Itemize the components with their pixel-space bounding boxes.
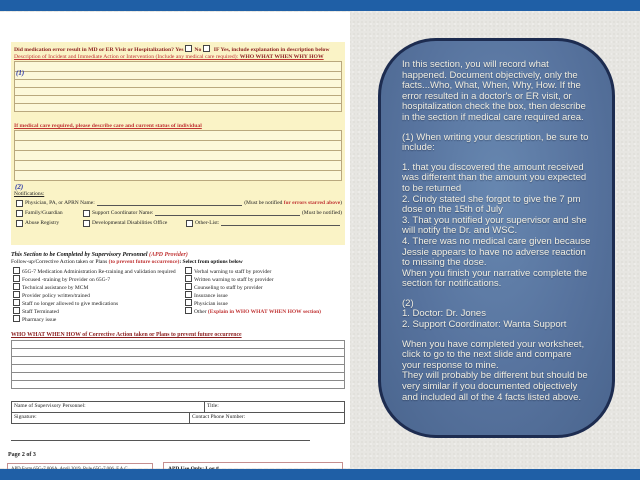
option-label: Verbal warning to staff by provider [194,269,272,275]
no-label: No [194,47,202,53]
physician-name-blank[interactable] [97,205,242,206]
physician-note-red: for errors starred above [283,200,341,206]
instruction-panel [378,38,615,438]
page-number-label: Page 2 of 3 [8,452,36,458]
item1-label: (1) [16,69,25,77]
option-label: 65G-7 Medication Administration Re-training and validation required [22,269,176,275]
option-checkbox-icon[interactable] [13,299,20,306]
physician-checkbox-icon[interactable] [16,200,23,207]
option-label: Insurance issue [194,293,228,299]
description-lines [14,61,342,112]
medical-line[interactable] [14,170,342,181]
supervisory-section [11,252,345,424]
top-border-bar [0,0,640,11]
medical-care-header: If medical care required, please describe care and current status of individual [14,123,202,129]
option-label: Physician issue [194,301,228,307]
option-other-red-note: (Explain in WHO WHAT WHEN HOW section) [207,309,321,315]
option-label: Other [194,309,207,315]
other-checkbox-icon[interactable] [186,220,193,227]
option-label: Staff Terminated [22,309,59,315]
title-cell[interactable]: Title: [207,403,219,409]
bottom-border-bar [0,469,640,480]
option-checkbox-icon[interactable] [13,307,20,314]
who-what-when-how-header: WHO WHAT WHEN HOW of Corrective Action taken or Plans to prevent future occurrence [11,332,242,338]
option-checkbox-icon[interactable] [13,283,20,290]
instruction-paragraph: 2. Cindy stated she forgot to give the 7 pm dose on the 15th of July [402,193,581,216]
supervisory-title-main: This Section to be Completed by Supervisory Personnel [11,252,148,258]
notifications-heading: Notifications: [14,191,45,197]
abuse-checkbox-icon[interactable] [16,220,23,227]
instruction-paragraph: 1. that you discovered the amount received was different than the amount you expected to be returned [402,161,587,194]
instruction-paragraph: (1) When writing your description, be sure to include: [402,131,589,154]
option-label: Focused -training by Provider on 65G-7 [22,277,111,283]
family-label: Family/Guardian [25,210,63,216]
family-checkbox-icon[interactable] [16,210,23,217]
incident-section [11,42,345,245]
physician-note [244,200,342,207]
supervisory-title-red: (APD Provider) [149,252,188,258]
dd-office-checkbox-icon[interactable] [83,220,90,227]
notification-row-other [14,217,342,227]
other-label: Other-List: [195,220,220,226]
instruction-paragraph: When you finish your narrative complete the section for notifications. [402,267,588,290]
followup-red: (to prevent future occurrence) [108,259,180,265]
option-checkbox-icon[interactable] [185,267,192,274]
followup-line [11,259,345,266]
option-label: Pharmacy issue [22,317,57,323]
medical-care-lines [14,130,342,181]
option-checkbox-icon[interactable] [13,275,20,282]
corrective-action-lines [11,340,345,389]
notification-row-family [14,207,342,217]
coordinator-note: (Must be notified) [301,210,342,216]
instruction-paragraph: They will probably be different but should be very similar if you documented objectively and included all of the 4 facts listed above. [402,370,588,403]
description-line[interactable] [14,103,342,112]
instruction-paragraph: (2) [402,297,414,309]
question-suffix: IF Yes, include explanation in description below [213,47,330,53]
options-right-column [183,267,345,323]
phone-cell[interactable]: Contact Phone Number: [192,414,246,420]
option-label: Staff no longer allowed to give medications [22,301,119,307]
instruction-paragraph: When you have completed your worksheet, click to go to the next slide and compare your response to mine. [402,338,585,371]
yes-checkbox-icon[interactable] [185,45,192,52]
dd-office-label: Developmental Disabilities Office [92,220,168,226]
option-label: Technical assistance by MCM [22,285,89,291]
notification-row-physician [14,197,342,207]
option-checkbox-icon[interactable] [185,275,192,282]
option-checkbox-icon[interactable] [13,267,20,274]
instruction-paragraph: 3. That you notified your supervisor and she will notify the Dr. and WSC. [402,214,587,237]
corrective-options [11,267,345,323]
option-checkbox-icon[interactable] [185,283,192,290]
signature-cell[interactable]: Signature: [12,413,190,423]
option-checkbox-icon[interactable] [13,291,20,298]
no-checkbox-icon[interactable] [203,45,210,52]
option-checkbox-icon[interactable] [185,307,192,314]
item2-label: (2) [15,183,24,191]
instruction-paragraph: 4. There was no medical care given because Jessie appears to have no adverse reaction to missing the dose. [402,235,591,269]
description-header [14,54,342,61]
abuse-label: Abuse Registry [25,220,60,226]
followup-bold: : Select from options below [179,259,243,265]
coordinator-checkbox-icon[interactable] [83,210,90,217]
followup-main: Follow-up/Corrective Action taken or Plans [11,259,108,265]
form-page [0,12,350,468]
instruction-paragraph: 1. Doctor: Dr. Jones [402,308,486,320]
option-label: Written warning to staff by provider [194,277,274,283]
description-header-main: Description of Incident and Immediate Action or Intervention (Include any medical care required): [14,54,239,60]
other-list-blank[interactable] [221,225,340,226]
instruction-paragraph: In this section, you will record what happened. Document objectively, only the facts...Who, What, When, Why, How. If the error resulted in a doctor's or ER visit, or hospitalization check the box, then describe in the section if medical care required area. [402,59,586,123]
corrective-line[interactable] [11,380,345,389]
coordinator-name-blank[interactable] [155,215,300,216]
table-row [12,402,344,412]
option-label: Counseling to staff by provider [194,285,263,291]
instruction-paragraph: 2. Support Coordinator: Wanta Support [402,319,567,331]
physician-note-suffix: ) [340,200,342,206]
table-row [12,412,344,423]
physician-label: Physician, PA, or APRN Name: [25,200,95,206]
description-header-emphasis: WHO WHAT WHEN WHY HOW [239,54,324,60]
footer-divider [11,440,310,441]
coordinator-label: Support Coordinator Name: [92,210,154,216]
option-checkbox-icon[interactable] [185,299,192,306]
options-left-column [11,267,183,323]
hospitalization-question [14,45,342,54]
question-text: Did medication error result in MD or ER Visit or Hospitalization? Yes [14,47,184,53]
physician-note-prefix: (Must be notified [244,200,283,206]
option-checkbox-icon[interactable] [185,291,192,298]
option-label: Provider policy written/trained [22,293,90,299]
signature-table [11,401,345,424]
option-checkbox-icon[interactable] [13,315,20,322]
supervisor-name-cell[interactable]: Name of Supervisory Personnel: [12,402,205,412]
supervisory-title [11,252,345,259]
